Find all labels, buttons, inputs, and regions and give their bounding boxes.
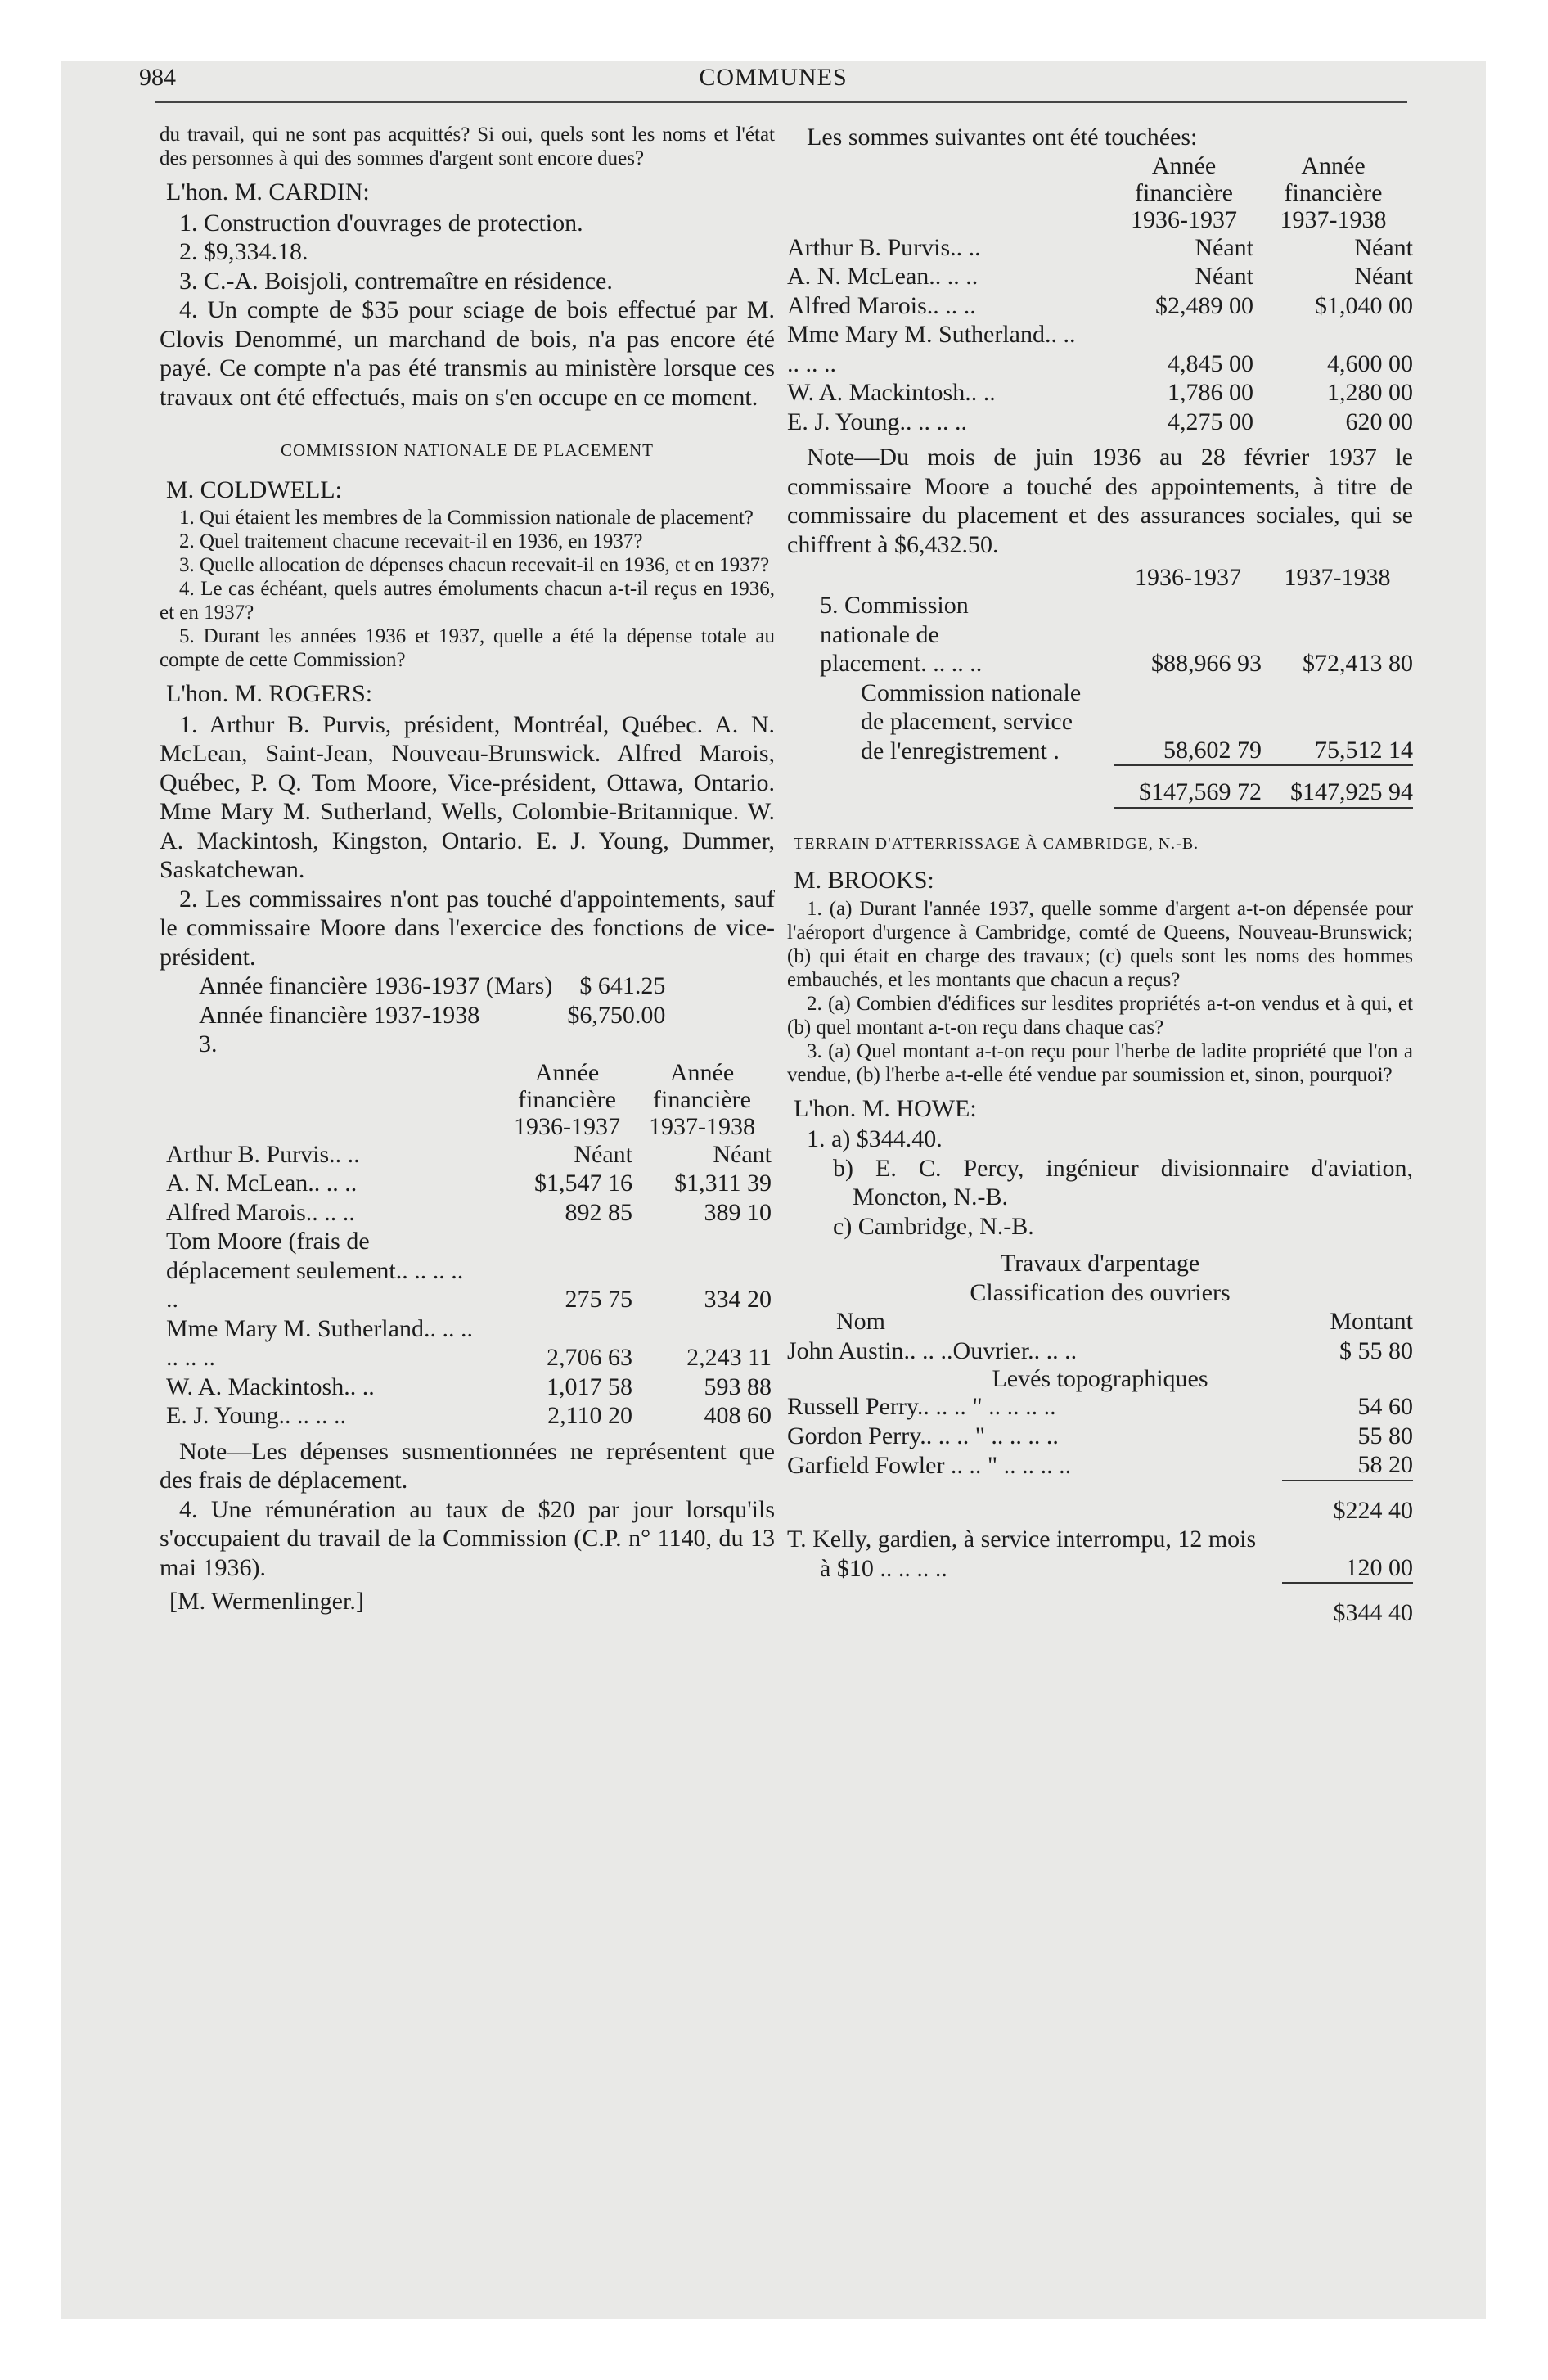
cell-value: 1,017 58: [547, 1373, 632, 1400]
commission-totals-table: [787, 564, 1413, 809]
cell-value: 1,280 00: [1327, 379, 1413, 406]
column-header: Montant: [1330, 1308, 1413, 1335]
table-row: [166, 1314, 772, 1373]
answer-item: 1. Arthur B. Purvis, président, Montréal, Québec. A. N. McLean, Saint-Jean, Nouveau-Brunswick. Alfred Marois, Québec, P. Q. Tom Moore, Vice-président, Ottawa, Ontario. Mme Mary M. Sutherland, Wells, Colombie-Britannique. W. A. Mackintosh, Kingston, Ontario. E. J. Young, Dummer, Saskatchewan.: [160, 710, 775, 883]
classification-title: Classification des ouvriers: [970, 1278, 1231, 1306]
answer-item: 3. C.-A. Boisjoli, contremaître en résidence.: [179, 267, 613, 295]
answer-item: 2. $9,334.18.: [179, 238, 308, 265]
column-header: 1936-1937: [1135, 564, 1241, 591]
cell-value: 275 75: [565, 1286, 632, 1313]
cell-value: 408 60: [704, 1402, 772, 1429]
answer-item: 1. a) $344.40.: [807, 1125, 943, 1152]
cell-name: Arthur B. Purvis.. ..: [787, 233, 981, 261]
table-row: [787, 1365, 1413, 1392]
cell-name: Gordon Perry.. .. .. " .. .. .. ..: [787, 1422, 1059, 1449]
table-row: [787, 262, 1413, 291]
cell-name: Garfield Fowler .. .. " .. .. .. ..: [787, 1452, 1072, 1479]
expenses-table: [166, 1059, 772, 1431]
cell-name: Tom Moore (frais de déplacement seulement.. .. .. .. ..: [166, 1228, 464, 1313]
column-header: Année financière 1936-1937: [514, 1058, 620, 1140]
total-value: $147,569 72: [1114, 765, 1262, 808]
cell-value: 120 00: [1345, 1553, 1413, 1581]
speaker-brooks: M. BROOKS:: [794, 867, 934, 894]
section-heading: TERRAIN D'ATTERRISSAGE À CAMBRIDGE, N.-B.: [794, 834, 1199, 853]
table-row: [166, 1140, 772, 1170]
question-item: 3. (a) Quel montant a-t-on reçu pour l'herbe de ladite propriété que l'on a vendue, (b) l'herbe a-t-elle été vendue par soumission et, sinon, pourquoi?: [787, 1039, 1413, 1086]
cell-value: 334 20: [704, 1286, 772, 1313]
cell-name: Alfred Marois.. .. ..: [787, 291, 976, 319]
answer-item: b) E. C. Percy, ingénieur divisionnaire d'aviation, Moncton, N.-B.: [833, 1154, 1413, 1210]
cell-value: Néant: [713, 1140, 772, 1168]
fy-label: Année financière 1937-1938: [199, 1001, 480, 1029]
page-number: 984: [139, 64, 176, 91]
table-row: [787, 1525, 1413, 1583]
section-heading: COMMISSION NATIONALE DE PLACEMENT: [281, 440, 654, 460]
cell-value: 58 20: [1357, 1451, 1413, 1478]
cell-value: $88,966 93: [1151, 650, 1262, 677]
question-item: 1. Qui étaient les membres de la Commission nationale de placement?: [179, 507, 754, 529]
table-row: [787, 678, 1413, 766]
table-row: [787, 1422, 1413, 1451]
question-item: 2. Quel traitement chacune recevait-il en 1936, en 1937?: [179, 530, 643, 552]
cell-value: 892 85: [565, 1198, 632, 1226]
cell-value: Néant: [1195, 263, 1253, 290]
answer-item: 1. Construction d'ouvrages de protection.: [179, 209, 583, 237]
cell-name: W. A. Mackintosh.. ..: [166, 1373, 375, 1400]
fy-amount: $6,750.00: [567, 1001, 666, 1029]
table-row: [787, 1481, 1413, 1526]
cell-name: Arthur B. Purvis.. ..: [166, 1140, 360, 1168]
table-row: [166, 1198, 772, 1228]
answer-item: 4. Un compte de $35 pour sciage de bois effectué par M. Clovis Denommé, un marchand de bois, n'a pas encore été payé. Ce compte n'a pas été transmis au ministère lorsque ces travaux ont été effectués, mais on s'en occupe en ce moment.: [160, 296, 775, 411]
table-row: [787, 1336, 1413, 1366]
cell-name: John Austin.. .. ..Ouvrier.. .. ..: [787, 1336, 1078, 1364]
cell-name: Mme Mary M. Sutherland.. .. .. .. ..: [787, 321, 1076, 377]
left-column: [160, 123, 775, 1616]
speaker-rogers: L'hon. M. ROGERS:: [166, 680, 373, 707]
table-row: [199, 1001, 665, 1030]
cell-value: Néant: [1354, 263, 1413, 290]
answer-item: c) Cambridge, N.-B.: [833, 1212, 1034, 1240]
cell-name: E. J. Young.. .. .. ..: [787, 408, 968, 435]
cell-value: $1,040 00: [1315, 291, 1413, 319]
cell-name: Alfred Marois.. .. ..: [166, 1198, 355, 1226]
cell-name: A. N. McLean.. .. ..: [787, 263, 979, 290]
cell-value: 2,706 63: [547, 1344, 632, 1371]
table-row: [787, 1583, 1413, 1628]
cell-name: 5. Commission nationale de placement. .. .. ..: [820, 592, 983, 677]
speaker-cardin: L'hon. M. CARDIN:: [166, 178, 370, 205]
cell-value: 389 10: [704, 1198, 772, 1226]
table-row: [199, 971, 665, 1001]
column-header: Année financière 1937-1938: [1280, 151, 1387, 233]
cell-value: Néant: [1354, 233, 1413, 261]
speaker-coldwell: M. COLDWELL:: [166, 476, 342, 503]
cell-value: Néant: [574, 1140, 632, 1168]
table-header-row: [787, 152, 1413, 233]
page-header: [139, 64, 1407, 100]
cell-name: E. J. Young.. .. .. ..: [166, 1402, 347, 1429]
header-rule: [155, 101, 1407, 103]
table-row: [787, 591, 1413, 678]
cell-value: 55 80: [1357, 1422, 1413, 1449]
table-row: [787, 233, 1413, 263]
table-row: [166, 1373, 772, 1402]
table-row: [787, 291, 1413, 321]
table-row: [787, 1450, 1413, 1481]
workers-table: [787, 1307, 1413, 1628]
answer-item: 4. Une rémunération au taux de $20 par jour lorsqu'ils s'occupaient du travail de la Commission (C.P. n° 1140, du 13 mai 1936).: [160, 1495, 775, 1581]
table-row: [166, 1227, 772, 1314]
column-header: Nom: [836, 1308, 885, 1335]
topo-title: Levés topographiques: [992, 1365, 1208, 1392]
question-item: 2. (a) Combien d'édifices sur lesdites propriétés a-t-on vendus et à qui, et (b) quel montant a-t-on reçu dans chaque cas?: [787, 992, 1413, 1039]
running-head: COMMUNES: [699, 64, 848, 91]
table-row: [787, 408, 1413, 437]
cell-name: Mme Mary M. Sutherland.. .. .. .. .. ..: [166, 1314, 473, 1371]
cell-value: $1,311 39: [674, 1170, 772, 1197]
column-header: Année financière 1937-1938: [649, 1058, 755, 1140]
cell-value: 2,110 20: [547, 1402, 632, 1429]
fiscal-year-table: [199, 971, 665, 1030]
table-header-row: [787, 1307, 1413, 1336]
cell-value: $1,547 16: [534, 1170, 632, 1197]
cell-value: 2,243 11: [686, 1344, 772, 1371]
cell-value: 4,600 00: [1327, 349, 1413, 377]
column-header: Année financière 1936-1937: [1131, 151, 1237, 233]
cell-value: Néant: [1195, 233, 1253, 261]
question-intro: du travail, qui ne sont pas acquittés? Si oui, quels sont les noms et l'état des personnes à qui des sommes d'argent sont encore dues?: [160, 124, 775, 169]
column-header: 1937-1938: [1284, 564, 1391, 591]
question-item: 4. Le cas échéant, quels autres émoluments chacun a-t-il reçus en 1936, et en 1937?: [160, 578, 775, 624]
cell-value: $2,489 00: [1155, 291, 1253, 319]
fy-label: Année financière 1936-1937 (Mars): [199, 972, 553, 999]
table-row: [166, 1401, 772, 1431]
cell-value: 58,602 79: [1163, 736, 1262, 764]
table-row: [787, 765, 1413, 808]
cell-value: 620 00: [1345, 408, 1413, 435]
question-item: 5. Durant les années 1936 et 1937, quelle a été la dépense totale au compte de cette Commission?: [160, 625, 775, 671]
cell-value: 4,275 00: [1168, 408, 1253, 435]
right-column: [787, 123, 1413, 1628]
fy-amount: $ 641.25: [579, 972, 666, 999]
answer-item: 2. Les commissaires n'ont pas touché d'appointements, sauf le commissaire Moore dans l'exercice des fonctions de vice-président.: [160, 885, 775, 971]
payments-table: [787, 152, 1413, 437]
table-header-row: [166, 1059, 772, 1140]
note: Note—Du mois de juin 1936 au 28 février 1937 le commissaire Moore a touché des appointements, à titre de commissaire du placement et des assurances sociales, qui se chiffrent à $6,432.50.: [787, 444, 1413, 558]
speaker-howe: L'hon. M. HOWE:: [794, 1094, 977, 1122]
cell-value: 4,845 00: [1168, 349, 1253, 377]
table-row: [166, 1169, 772, 1198]
cell-name: T. Kelly, gardien, à service interrompu, 12 mois à $10 .. .. .. ..: [787, 1526, 1257, 1582]
cell-value: 1,786 00: [1168, 379, 1253, 406]
question-item: 3. Quelle allocation de dépenses chacun recevait-il en 1936, et en 1937?: [179, 554, 770, 576]
cell-name: W. A. Mackintosh.. ..: [787, 379, 996, 406]
total-value: $344 40: [1282, 1583, 1413, 1628]
table-row: [787, 1392, 1413, 1422]
cell-name: Russell Perry.. .. .. " .. .. .. ..: [787, 1393, 1056, 1420]
cell-value: 593 88: [704, 1373, 772, 1400]
item-label: 3.: [199, 1030, 218, 1057]
table-row: [787, 320, 1413, 378]
paragraph: Les sommes suivantes ont été touchées:: [807, 124, 1198, 151]
cell-name: Commission nationale de placement, service de l'enregistrement .: [861, 678, 1082, 764]
table-row: [787, 378, 1413, 408]
cell-value: $ 55 80: [1339, 1336, 1413, 1364]
cell-value: 75,512 14: [1315, 736, 1413, 764]
total-value: $147,925 94: [1262, 765, 1413, 808]
cell-value: $72,413 80: [1303, 650, 1413, 677]
table-header-row: [787, 564, 1413, 591]
cell-name: A. N. McLean.. .. ..: [166, 1170, 358, 1197]
question-item: 1. (a) Durant l'année 1937, quelle somme d'argent a-t-on dépensée pour l'aéroport d'urgence à Cambridge, comté de Queens, Nouveau-Brunswick; (b) qui était en charge des travaux; (c) quels sont les noms des hommes embauchés, et les montants que chacun a reçus?: [787, 897, 1413, 991]
subtotal-value: $224 40: [1282, 1481, 1413, 1526]
survey-title: Travaux d'arpentage: [1000, 1250, 1200, 1277]
cell-value: 54 60: [1357, 1393, 1413, 1420]
note: Note—Les dépenses susmentionnées ne représentent que des frais de déplacement.: [160, 1437, 775, 1494]
signature: [M. Wermenlinger.]: [169, 1588, 364, 1615]
